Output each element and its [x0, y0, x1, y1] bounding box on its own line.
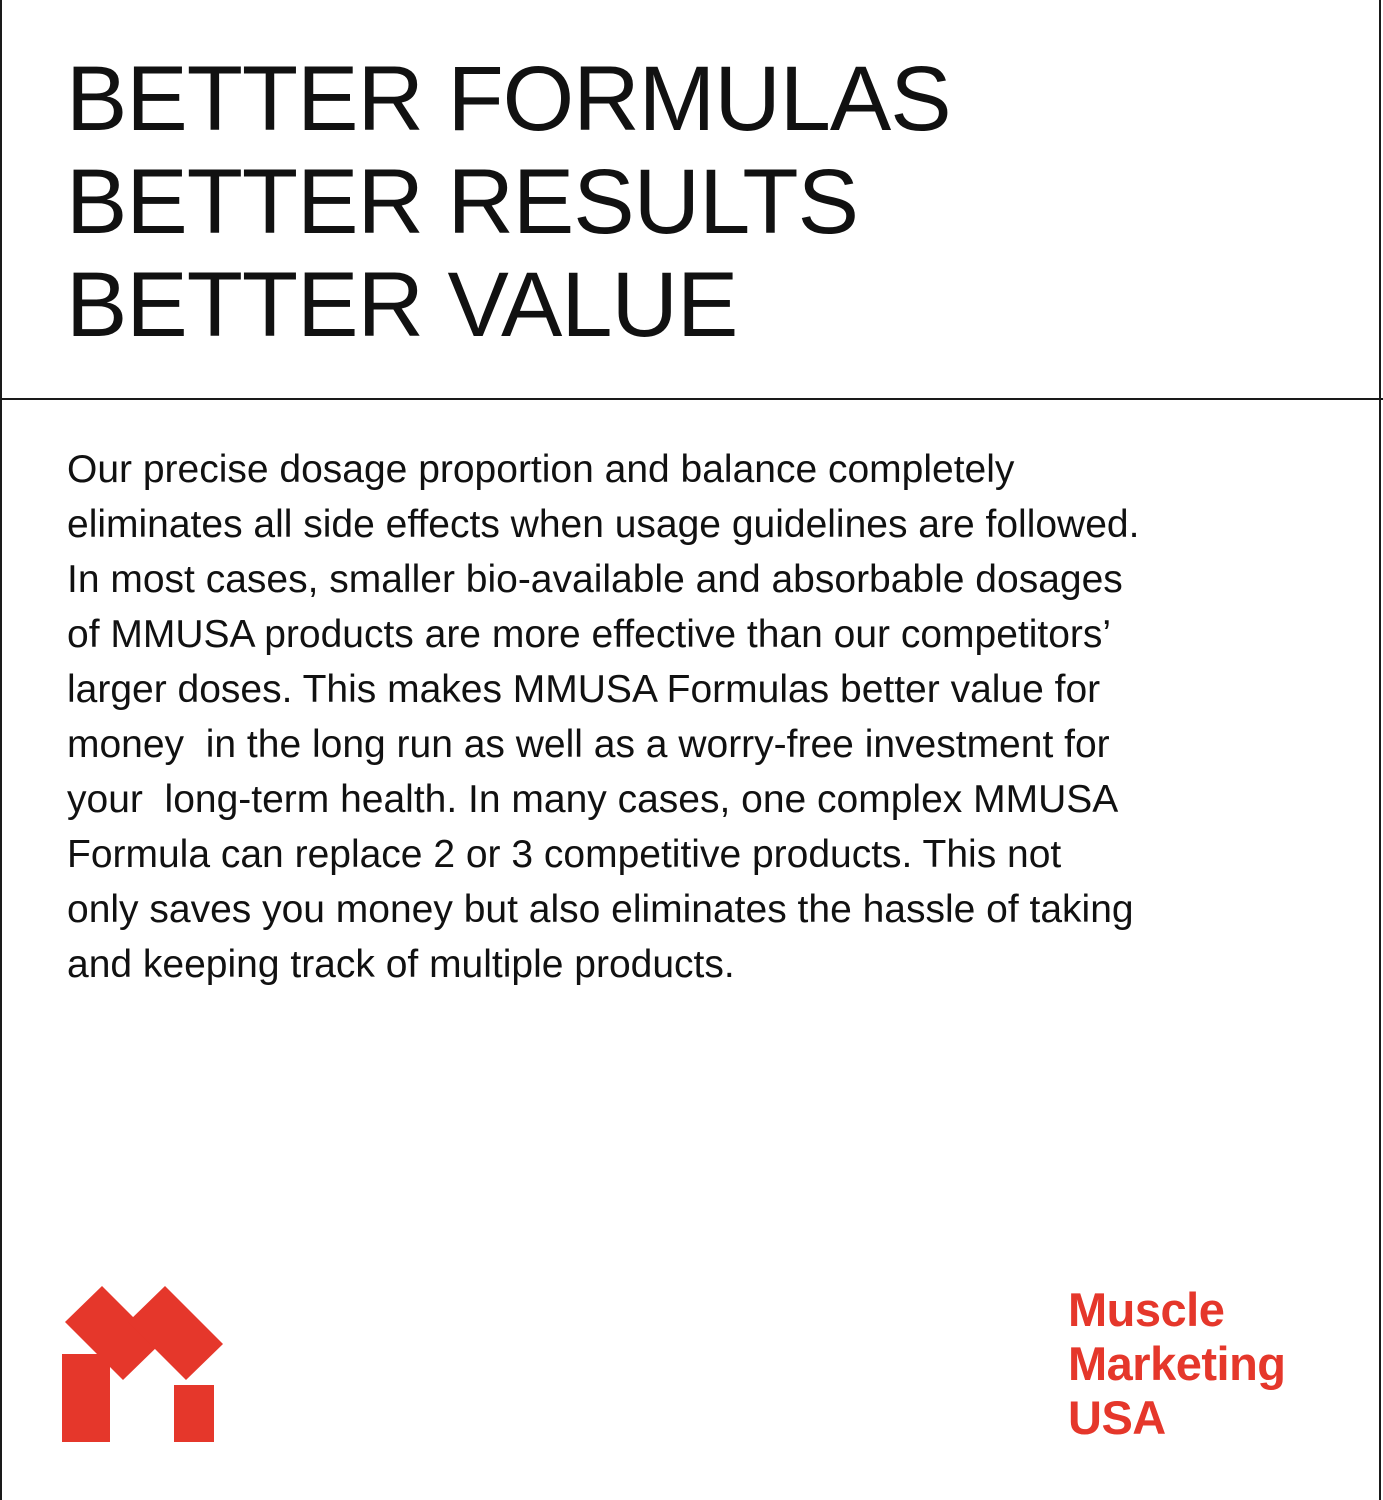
- body-paragraph: [67, 442, 1347, 992]
- brand-wordmark: [1068, 1283, 1286, 1445]
- brand-line-marketing: Marketing: [1068, 1337, 1286, 1390]
- body-line-4: of MMUSA products are more effective than our competitors’: [67, 613, 1112, 656]
- body-line-10: and keeping track of multiple products.: [67, 943, 735, 986]
- header-section: [0, 0, 1383, 400]
- body-line-1: Our precise dosage proportion and balance completely: [67, 448, 1015, 491]
- mmusa-m-logo-icon: [60, 1286, 225, 1446]
- headline-line-1: BETTER FORMULAS: [66, 48, 951, 150]
- body-line-2: eliminates all side effects when usage guidelines are followed.: [67, 503, 1140, 546]
- body-line-7: your long-term health. In many cases, one complex MMUSA: [67, 778, 1119, 821]
- headline-line-2: BETTER RESULTS: [66, 151, 858, 253]
- headline: [66, 48, 951, 357]
- headline-line-3: BETTER VALUE: [66, 254, 738, 356]
- brand-line-usa: USA: [1068, 1391, 1166, 1444]
- body-line-8: Formula can replace 2 or 3 competitive products. This not: [67, 833, 1062, 876]
- body-line-9: only saves you money but also eliminates the hassle of taking: [67, 888, 1134, 931]
- brand-line-muscle: Muscle: [1068, 1283, 1225, 1336]
- body-line-5: larger doses. This makes MMUSA Formulas better value for: [67, 668, 1101, 711]
- body-line-3: In most cases, smaller bio-available and absorbable dosages: [67, 558, 1123, 601]
- body-line-6: money in the long run as well as a worry-free investment for: [67, 723, 1110, 766]
